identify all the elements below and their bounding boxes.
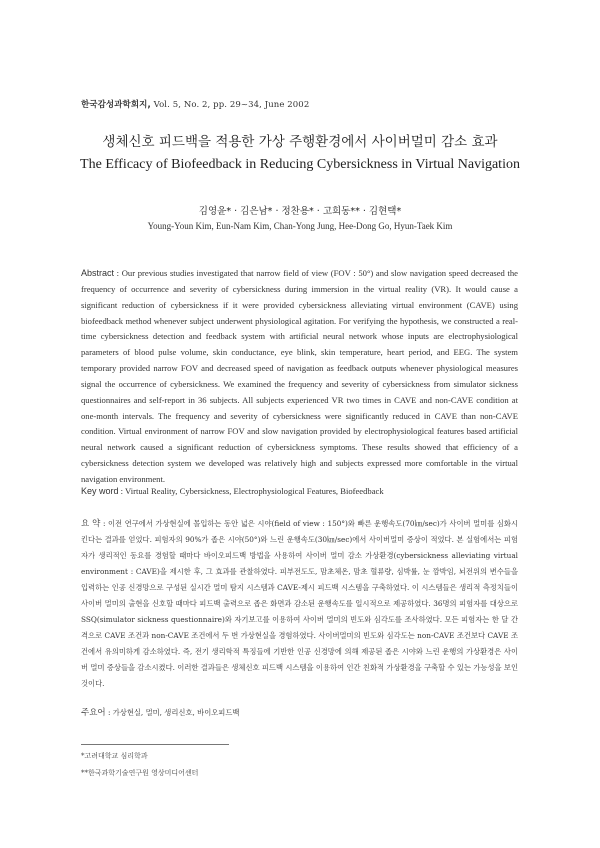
korean-summary-label: 요 약 (81, 519, 101, 529)
footnote-divider (81, 744, 229, 745)
journal-citation (81, 98, 309, 110)
journal-name: 한국감성과학회지, (81, 100, 151, 110)
abstract (81, 266, 518, 488)
keywords-label: Key word (81, 486, 119, 496)
title-korean: 생체신호 피드백을 적용한 가상 주행환경에서 사이버멀미 감소 효과 (102, 134, 498, 150)
footnote-affiliation-1: *고려대학교 심리학과 (81, 752, 148, 760)
korean-summary (81, 516, 518, 692)
keywords (81, 486, 518, 496)
abstract-text: : Our previous studies investigated that narrow field of view (FOV : 50°) and slow navigation speed decreased the frequency of occurrence and severity of cybersickness during immersion in the virtual reality (VR). It would cause a significant reduction of cybersickness if it were provided cybersickness alleviating virtual environment (CAVE) using biofeedback method whenever subject underwent physiological agitation. For verifying the hypothesis, we constructed a real-time cybersickness detection and feedback system with artificial neural network whose inputs are electrophysiological parameters of blood pulse volume, skin conductance, eye blink, skin temperature, heart period, and EEG. The system temporary provided narrow FOV and decreased speed of navigation as feedback outputs whenever physiological measures signal the occurrence of cybersickness. We examined the frequency and severity of cybersickness from simulator sickness questionnaires and self-report in 36 subjects. All subjects experienced VR two times in CAVE and non-CAVE condition at one-month intervals. The frequency and severity of cybersickness were significantly reduced in CAVE than non-CAVE condition. Virtual environment of narrow FOV and slow navigation provided by electrophysiological features based artificial neural network caused a significant reduction of cybersickness symptoms. These results showed that efficiency of a cybersickness detection system we developed was relatively high and subjects expressed more comfortable in the virtual navigation environment. (81, 268, 518, 484)
authors-english: Young-Youn Kim, Eun-Nam Kim, Chan-Yong Jung, Hee-Dong Go, Hyun-Taek Kim (147, 221, 453, 231)
korean-keywords (81, 706, 518, 718)
footnote-affiliation-2: **한국과학기술연구원 영상미디어센터 (81, 769, 199, 777)
citation-details: Vol. 5, No. 2, pp. 29~34, June 2002 (150, 100, 310, 110)
korean-keywords-label: 주요어 (81, 708, 106, 718)
title-english: The Efficacy of Biofeedback in Reducing Cybersickness in Virtual Navigation (80, 157, 520, 172)
korean-keywords-text: : 가상현실, 멀미, 생리신호, 바이오피드백 (105, 708, 240, 717)
authors-korean: 김영윤* · 김은남* · 정찬용* · 고희동** · 김현택* (198, 206, 402, 217)
korean-summary-text: : 이전 연구에서 가상현실에 몰입하는 동안 넓은 시야(field of view : 150°)와 빠른 운행속도(70㎞/sec)가 사이버 멀미를 심화시킨다는 결과를 얻었다. 피험자의 90%가 좁은 시야(50°)와 느린 운행속도(30㎞/sec)에서 사이버멀미 증상이 적었다. 본 실험에서는 피험자가 생리적인 동요를 경험할 때마다 바이오피드백 방법을 사용하여 사이버 멀미 감소 가상환경(cybersickness alleviating virtual environment : CAVE)을 제시한 후, 그 효과를 관찰하였다. 피부전도도, 맘초체온, 맘초 혈류량, 심박률, 눈 깜박임, 뇌전위의 변수들을 입력하는 인공 신경망으로 구성된 실시간 멀미 탐지 시스템과 CAVE-제시 피드백 시스템을 구축하였다. 이 시스템들은 생리적 측정치들이 사이버 멀미의 출현을 신호할 때마다 피드백 출력으로 좁은 화면과 감소된 운행속도를 일시적으로 제공하였다. 36명의 피험자를 대상으로 SSQ(simulator sickness questionnaire)와 자기보고를 이용하여 사이버 멀미의 빈도와 심각도를 조사하였다. 모든 피험자는 한 달 간격으로 CAVE 조건과 non-CAVE 조건에서 두 번 가상현실을 경험하였다. 사이버멀미의 빈도와 심각도는 non-CAVE 조건보다 CAVE 조건에서 유의미하게 감소하였다. 즉, 전기 생리학적 특징들에 기반한 인공 신경망에 의해 제공된 좁은 시야와 느린 운행의 가상환경은 사이버 멀미 증상들을 감소시켰다. 이러한 결과들은 생체신호 피드백 시스템을 이용하여 인간 친화적 가상환경을 구축할 수 있는 가능성을 보인 것이다. (81, 519, 519, 688)
keywords-text: : Virtual Reality, Cybersickness, Electrophysiological Features, Biofeedback (118, 486, 384, 496)
abstract-label: Abstract (81, 268, 115, 278)
